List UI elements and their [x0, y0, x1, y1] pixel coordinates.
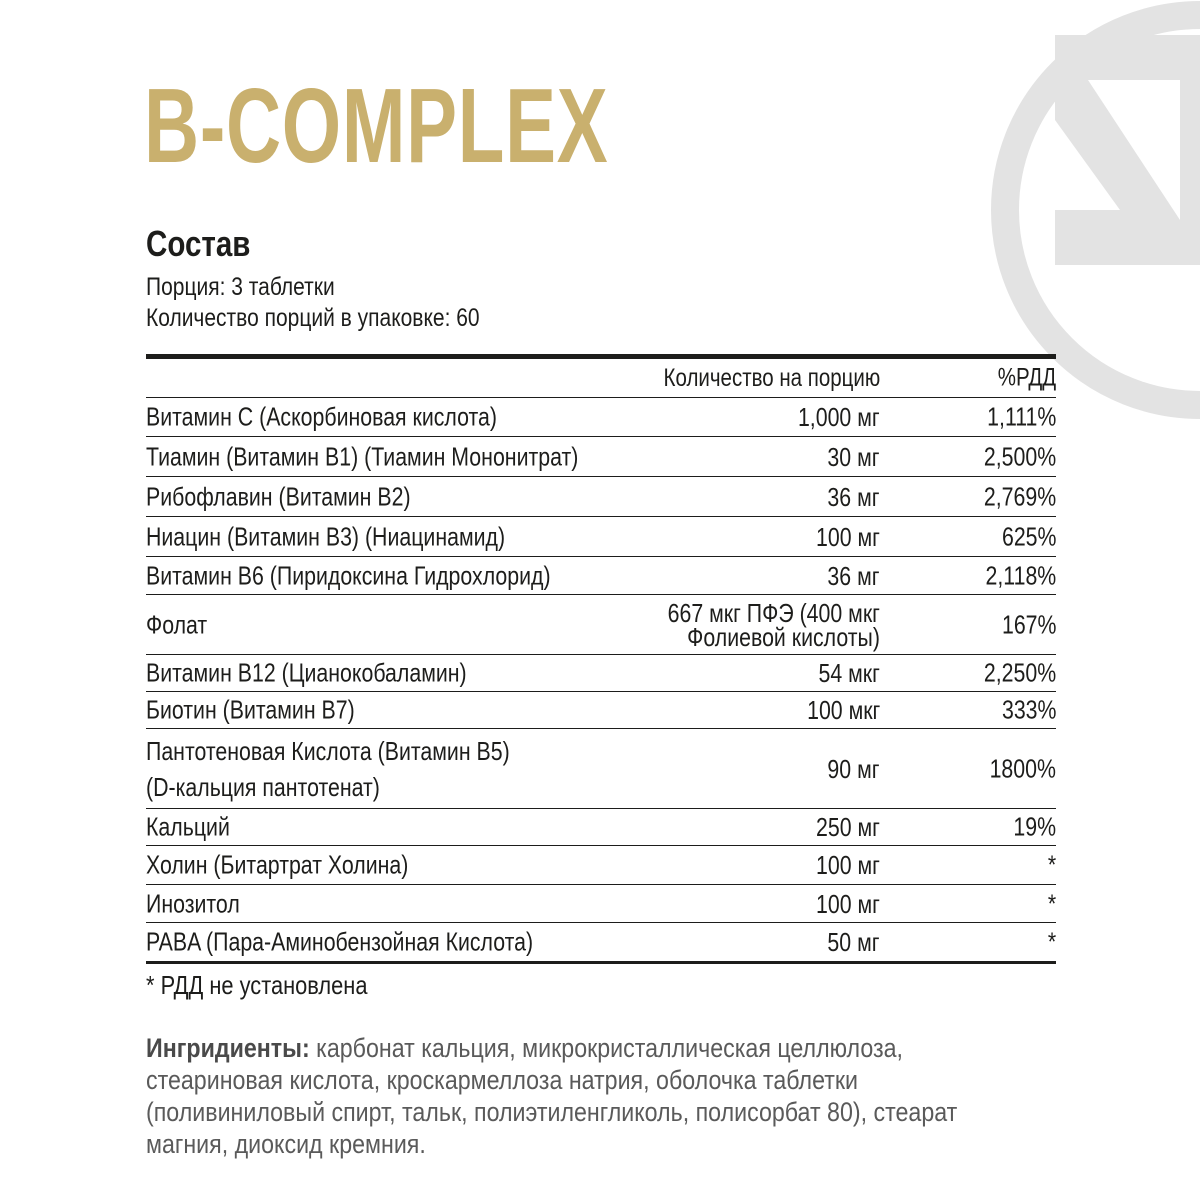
servings-per-container: Количество порций в упаковке: 60: [146, 304, 480, 332]
ingredients-line: магния, диоксид кремния.: [146, 1129, 426, 1159]
table-row: [146, 437, 1056, 477]
ingredients-block: [146, 1032, 972, 1160]
amount-line: 667 мкг ПФЭ (400 мкг: [667, 597, 880, 628]
table-row: [146, 885, 1056, 923]
nutrient-name: Витамин С (Аскорбиновая кислота): [146, 401, 497, 432]
header-amount: Количество на порцию: [663, 364, 880, 392]
nutrient-amount: 100 мг: [816, 888, 880, 919]
nutrient-name: Холин (Битартрат Холина): [146, 849, 409, 880]
nutrient-amount: 50 мг: [827, 927, 880, 957]
name-line: Пантотеновая Кислота (Витамин B5): [146, 735, 510, 766]
table-row: [146, 477, 1056, 517]
composition-heading: Состав: [146, 223, 251, 264]
table-row: [146, 692, 1056, 729]
nutrient-rdd: 2,118%: [985, 560, 1056, 590]
serving-info: [146, 272, 480, 334]
table-row: [146, 517, 1056, 557]
nutrient-name: PABA (Пара-Аминобензойная Кислота): [146, 926, 534, 957]
ingredients-line: [146, 1032, 972, 1064]
nutrient-rdd: 167%: [1001, 609, 1056, 639]
nutrient-name: Витамин B12 (Цианокобаламин): [146, 657, 467, 688]
table-row: [146, 729, 1056, 809]
nutrient-rdd: *: [1047, 888, 1056, 918]
name-line: (D-кальция пантотенат): [146, 771, 380, 802]
table-row: [146, 923, 1056, 964]
nutrient-amount: 1,000 мг: [798, 402, 880, 432]
nutrient-amount: 100 мг: [816, 850, 880, 880]
nutrient-amount: 30 мг: [827, 441, 880, 472]
nutrition-table: [146, 354, 1056, 964]
ingredients-label: Ингридиенты:: [146, 1033, 310, 1063]
nutrient-name: Витамин B6 (Пиридоксина Гидрохлорид): [146, 560, 551, 590]
nutrient-rdd: 1800%: [989, 753, 1056, 783]
nutrient-rdd: 333%: [1001, 694, 1056, 725]
nutrient-name: [146, 733, 510, 805]
ingredients-line: (поливиниловый спирт, тальк, полиэтиленгликоль, полисорбат 80), стеарат: [146, 1097, 958, 1127]
nutrient-amount: 54 мкг: [818, 658, 880, 688]
nutrient-rdd: 2,500%: [983, 441, 1056, 471]
table-row: [146, 655, 1056, 692]
nutrient-amount: 250 мг: [816, 812, 880, 842]
table-row: [146, 595, 1056, 655]
header-rdd: %РДД: [997, 363, 1056, 392]
nutrient-name: Тиамин (Витамин B1) (Тиамин Мононитрат): [146, 441, 579, 471]
nutrient-rdd: 19%: [1013, 811, 1056, 842]
nutrient-amount: 100 мкг: [806, 695, 880, 725]
nutrient-rdd: 1,111%: [986, 401, 1056, 432]
product-title: B-COMPLEX: [144, 67, 609, 185]
nutrient-name: Инозитол: [146, 888, 240, 918]
ingredients-text: карбонат кальция, микрокристаллическая целлюлоза,: [309, 1033, 904, 1063]
nutrient-name: Фолат: [146, 609, 208, 639]
table-row: [146, 809, 1056, 846]
nutrient-name: Кальций: [146, 811, 230, 842]
nutrient-amount: 36 мг: [827, 560, 880, 591]
nutrient-amount: 90 мг: [827, 753, 880, 784]
nutrient-amount: [667, 597, 880, 652]
ingredients-line: стеариновая кислота, кроскармеллоза натрия, оболочка таблетки: [146, 1065, 858, 1095]
nutrient-rdd: *: [1047, 926, 1056, 957]
table-row: [146, 398, 1056, 437]
nutrient-name: Ниацин (Витамин B3) (Ниацинамид): [146, 521, 506, 551]
nutrient-rdd: *: [1047, 849, 1056, 880]
table-row: [146, 846, 1056, 885]
nutrient-rdd: 625%: [1001, 521, 1056, 551]
table-header-row: [146, 359, 1056, 398]
nutrient-name: Рибофлавин (Витамин B2): [146, 481, 411, 511]
amount-line: Фолиевой кислоты): [687, 621, 880, 652]
serving-size: Порция: 3 таблетки: [146, 273, 335, 301]
table-row: [146, 557, 1056, 595]
nutrient-amount: 100 мг: [816, 521, 880, 552]
nutrient-rdd: 2,250%: [983, 657, 1056, 688]
rdd-footnote: * РДД не установлена: [146, 970, 368, 1000]
nutrient-amount: 36 мг: [827, 481, 880, 512]
nutrient-name: Биотин (Витамин B7): [146, 694, 355, 725]
nutrient-rdd: 2,769%: [983, 481, 1056, 511]
